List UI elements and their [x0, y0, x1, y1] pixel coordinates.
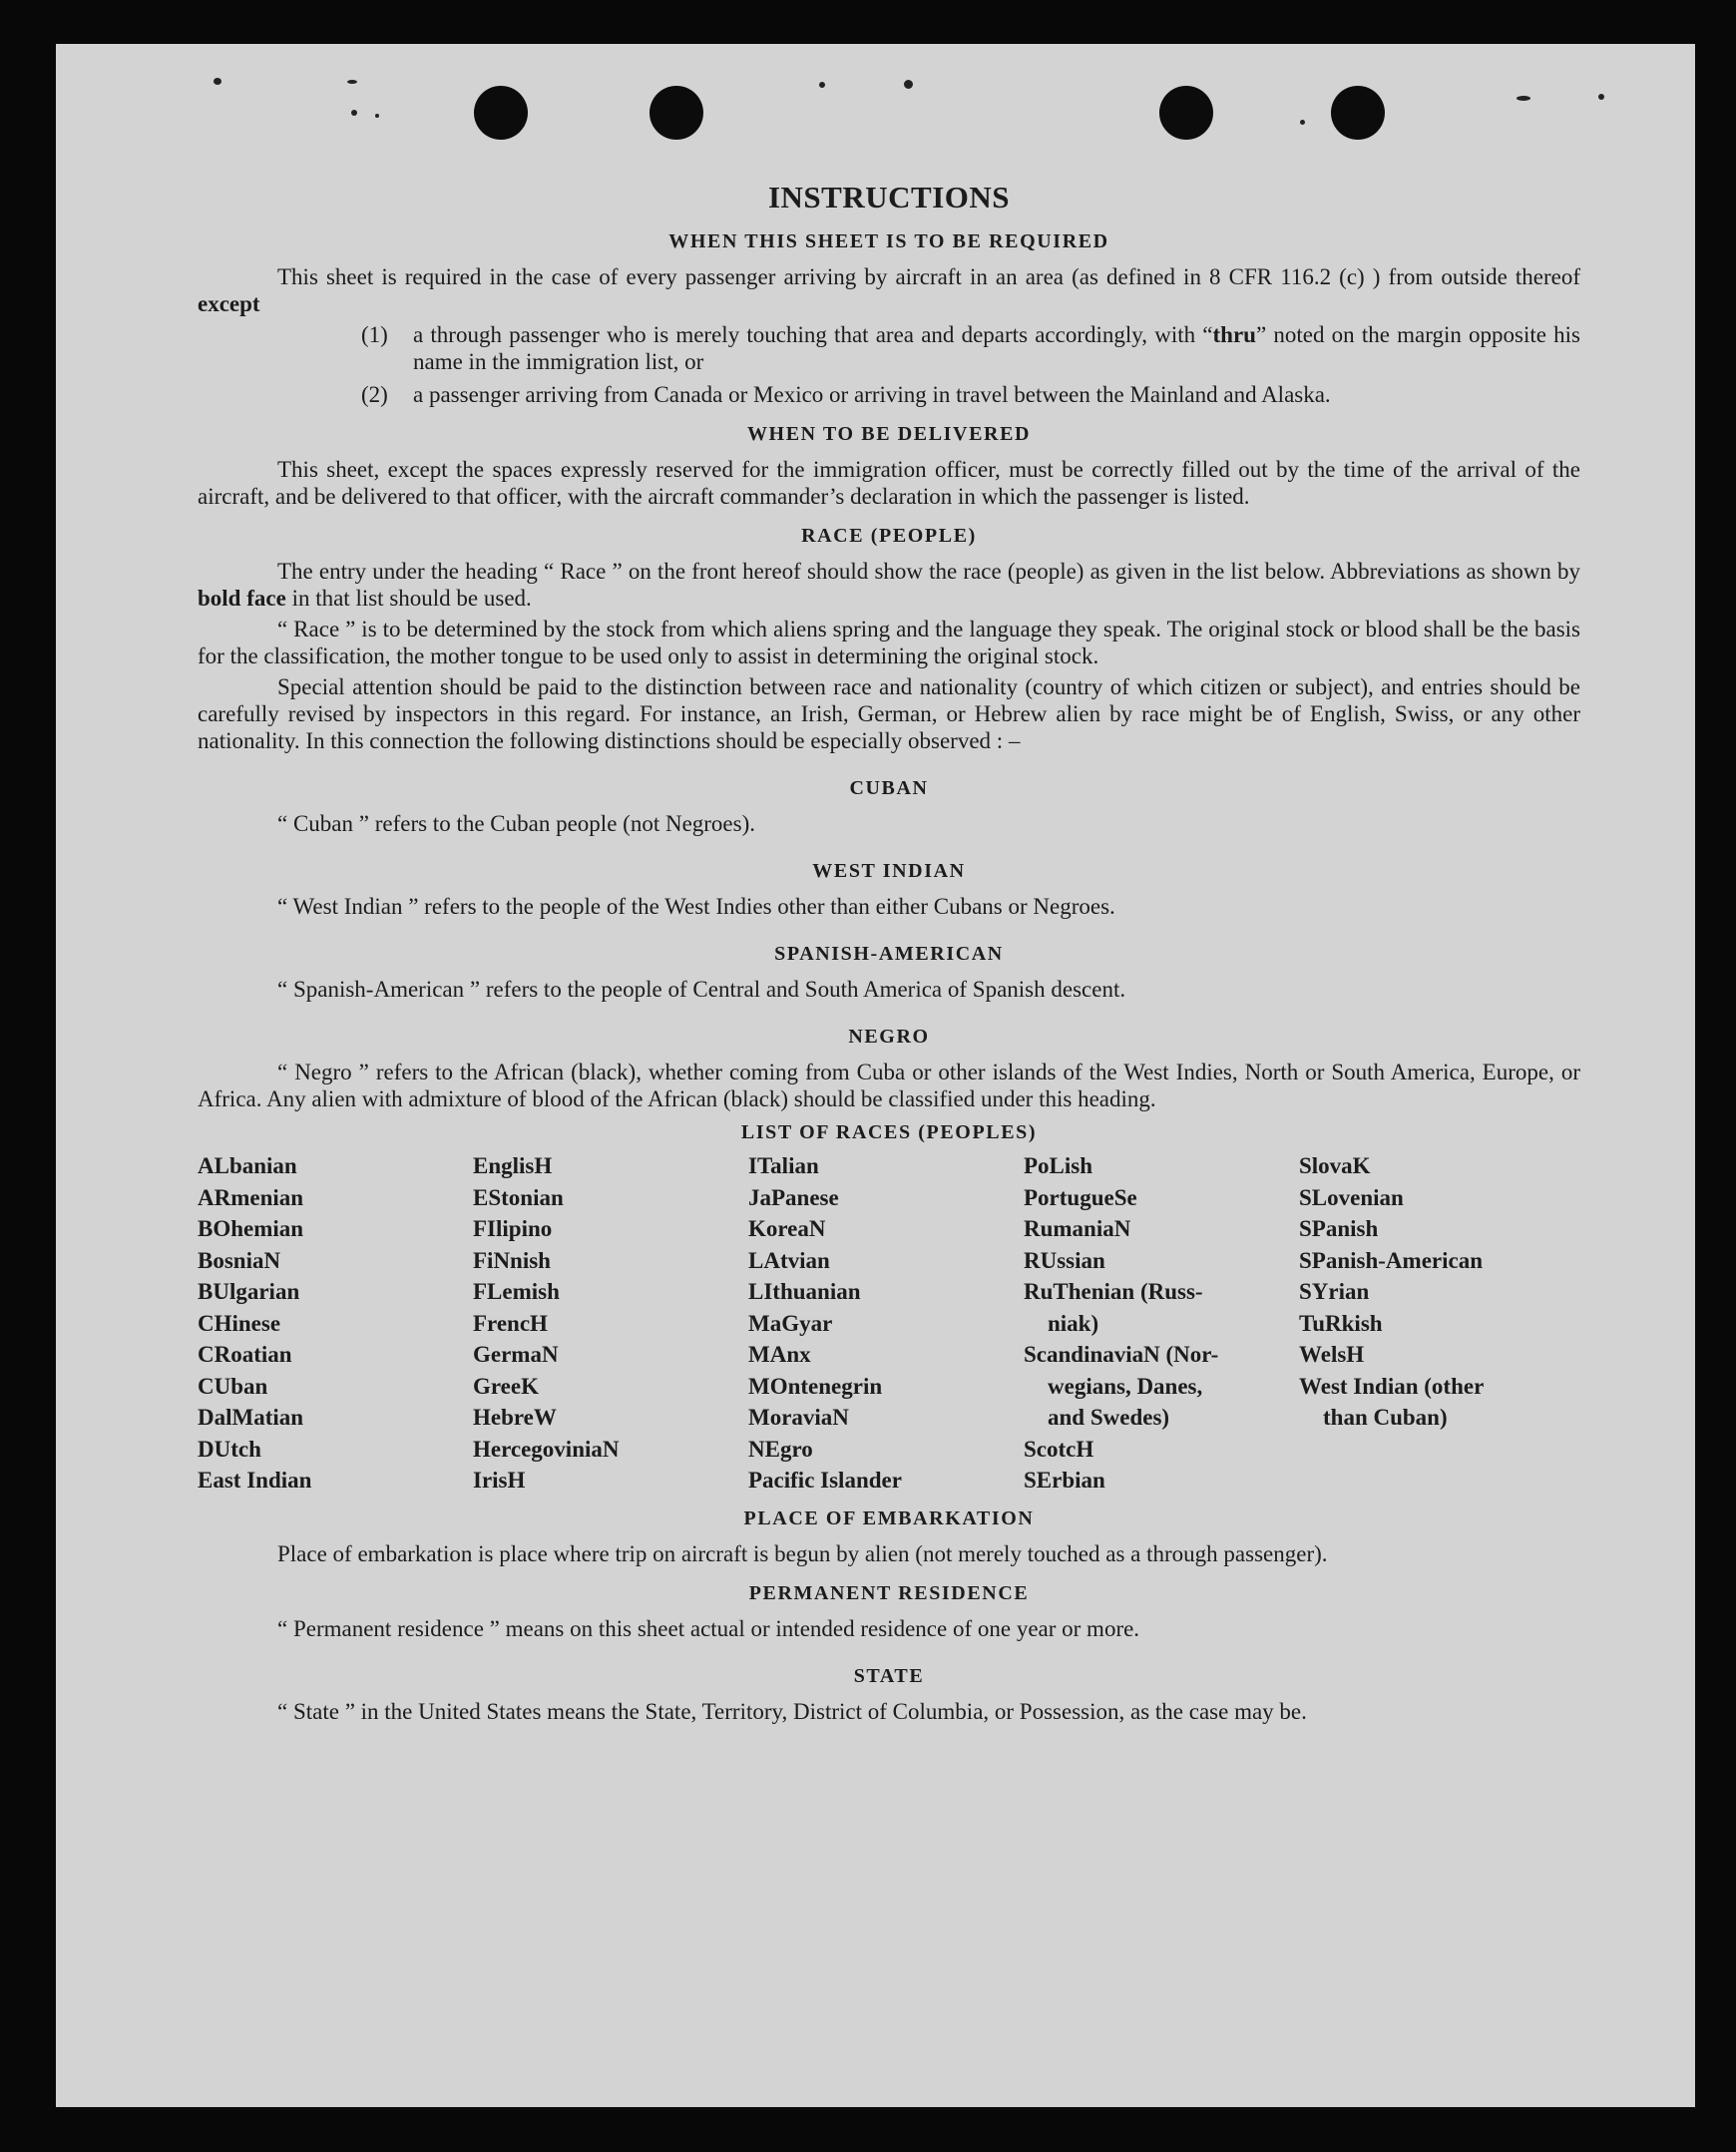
race-entry: BUlgarian: [198, 1279, 300, 1304]
race-entry: MOntenegrin: [748, 1373, 883, 1399]
races-column: [473, 1150, 748, 1497]
section-heading-delivered: WHEN TO BE DELIVERED: [746, 423, 1032, 445]
exception-text-b: ” noted on the margin opposite his name in the immigration list, or: [413, 322, 1580, 374]
race-entry: Pacific Islander: [748, 1468, 902, 1493]
section-heading-required: WHEN THIS SHEET IS TO BE REQUIRED: [668, 230, 1109, 252]
exception-list: [198, 321, 1580, 408]
punch-hole: [474, 86, 528, 140]
race-entry: DUtch: [198, 1436, 261, 1462]
exception-item: [361, 321, 1580, 375]
race-entry: DalMatian: [198, 1405, 304, 1430]
punch-hole: [1331, 86, 1385, 140]
section-heading-spanish-american: SPANISH-AMERICAN: [774, 943, 1004, 965]
races-column: [748, 1150, 1024, 1497]
race-entry: SlovaK: [1299, 1153, 1371, 1178]
race-entry: RuThenian (Russ-: [1024, 1279, 1203, 1304]
race-entry: TuRkish: [1299, 1310, 1383, 1336]
race-paragraph-2: “ Race ” is to be determined by the stock from which aliens spring and the language they speak. The original stock or blood shall be the basis for the classification, the mother tongue to be used only to assist in determining the original stock.: [198, 617, 1580, 668]
races-column: [1299, 1150, 1580, 1497]
race-entry: ALbanian: [198, 1153, 297, 1178]
races-list: [198, 1150, 1580, 1497]
exception-number: (2): [361, 382, 388, 407]
section-heading-races-list: LIST OF RACES (PEOPLES): [740, 1121, 1038, 1143]
spanish-american-text: “ Spanish-American ” refers to the people of Central and South America of Spanish descent.: [277, 977, 1126, 1002]
race-p1-text-b: in that list should be used.: [291, 586, 532, 611]
section-heading-negro: NEGRO: [848, 1026, 930, 1048]
race-entry: WelsH: [1299, 1342, 1365, 1367]
race-p1-bold: bold face: [198, 586, 286, 611]
race-entry: and Swedes): [1048, 1405, 1170, 1430]
race-entry: CHinese: [198, 1310, 281, 1336]
exception-text-bold: thru: [1212, 322, 1256, 347]
race-entry: SPanish: [1299, 1216, 1379, 1241]
exception-item: [361, 381, 1580, 408]
race-entry: BOhemian: [198, 1216, 304, 1241]
race-entry: MoraviaN: [748, 1405, 849, 1430]
exception-number: (1): [361, 322, 388, 347]
race-entry: HercegoviniaN: [473, 1436, 620, 1462]
race-entry: LAtvian: [748, 1247, 830, 1273]
speck: [904, 80, 913, 89]
race-entry: CUban: [198, 1373, 268, 1399]
race-entry: ARmenian: [198, 1184, 304, 1210]
punch-hole: [650, 86, 703, 140]
race-entry: ScotcH: [1024, 1436, 1094, 1462]
required-intro-except: except: [198, 291, 260, 316]
race-entry: CRoatian: [198, 1342, 292, 1367]
race-paragraph-3: Special attention should be paid to the distinction between race and nationality (country of which citizen or subject), and entries should be carefully revised by inspectors in this regard. For instance, an Irish, German, or Hebrew alien by race might be of English, Swiss, or any other nationality. In this connection the following distinctions should be especially observed : –: [198, 674, 1580, 753]
race-entry: PortugueSe: [1024, 1184, 1137, 1210]
speck: [1598, 94, 1604, 100]
speck: [1517, 96, 1530, 101]
required-intro-text: This sheet is required in the case of every passenger arriving by aircraft in an area (as defined in 8 CFR 116.2 (c) ) from outside thereof: [277, 264, 1580, 289]
race-entry: wegians, Danes,: [1048, 1373, 1203, 1399]
residence-text: “ Permanent residence ” means on this sheet actual or intended residence of one year or more.: [277, 1615, 1140, 1641]
race-entry: SPanish-American: [1299, 1247, 1483, 1273]
exception-text-a: a through passenger who is merely touching that area and departs accordingly, with “: [413, 322, 1213, 347]
race-entry: BosniaN: [198, 1247, 281, 1273]
race-entry: West Indian (other: [1299, 1373, 1485, 1399]
race-entry: IrisH: [473, 1468, 526, 1493]
race-entry: SYrian: [1299, 1279, 1370, 1304]
race-entry: than Cuban): [1323, 1405, 1448, 1430]
race-entry: MAnx: [748, 1342, 811, 1367]
speck: [1300, 120, 1305, 125]
race-entry: HebreW: [473, 1405, 557, 1430]
section-heading-race: RACE (PEOPLE): [801, 525, 977, 547]
race-entry: ITalian: [748, 1153, 819, 1178]
section-heading-state: STATE: [853, 1664, 925, 1687]
race-entry: JaPanese: [748, 1184, 839, 1210]
race-entry: RUssian: [1024, 1247, 1105, 1273]
section-heading-west-indian: WEST INDIAN: [812, 860, 966, 882]
delivered-text: This sheet, except the spaces expressly reserved for the immigration officer, must be correctly filled out by the time of the arrival of the aircraft, and be delivered to that officer, with the aircraft commander’s declaration in which the passenger is listed.: [198, 457, 1580, 509]
race-entry: EnglisH: [473, 1153, 553, 1178]
race-entry: FrencH: [473, 1310, 548, 1336]
speck: [375, 114, 379, 118]
race-entry: KoreaN: [748, 1216, 826, 1241]
race-entry: EStonian: [473, 1184, 564, 1210]
negro-text: “ Negro ” refers to the African (black), whether coming from Cuba or other islands of the West Indies, North or South America, Europe, or Africa. Any alien with admixture of blood of the African (black) should be classified under this heading.: [198, 1060, 1580, 1111]
instructions-content: [198, 174, 1580, 1732]
race-entry: GermaN: [473, 1342, 559, 1367]
cuban-text: “ Cuban ” refers to the Cuban people (not Negroes).: [277, 811, 756, 836]
race-entry: LIthuanian: [748, 1279, 861, 1304]
section-heading-embarkation: PLACE OF EMBARKATION: [743, 1506, 1035, 1529]
race-entry: RumaniaN: [1024, 1216, 1131, 1241]
state-text: “ State ” in the United States means the State, Territory, District of Columbia, or Possession, as the case may be.: [277, 1698, 1307, 1724]
exception-text-a: a passenger arriving from Canada or Mexico or arriving in travel between the Mainland and Alaska.: [413, 382, 1331, 407]
race-entry: SErbian: [1024, 1468, 1105, 1493]
races-column: [1024, 1150, 1299, 1497]
race-entry: PoLish: [1024, 1153, 1093, 1178]
exception-text: [413, 381, 1580, 408]
section-heading-residence: PERMANENT RESIDENCE: [748, 1581, 1030, 1604]
race-entry: niak): [1048, 1310, 1099, 1336]
west-indian-text: “ West Indian ” refers to the people of the West Indies other than either Cubans or Negroes.: [277, 894, 1115, 919]
race-entry: NEgro: [748, 1436, 813, 1462]
speck: [347, 80, 357, 84]
race-entry: GreeK: [473, 1373, 539, 1399]
race-entry: FLemish: [473, 1279, 560, 1304]
page-title: INSTRUCTIONS: [767, 180, 1010, 215]
speck: [819, 82, 825, 88]
exception-text: [413, 321, 1580, 375]
race-entry: East Indian: [198, 1468, 312, 1493]
race-entry: FIlipino: [473, 1216, 553, 1241]
race-entry: MaGyar: [748, 1310, 833, 1336]
race-paragraph-1: [198, 558, 1580, 612]
embarkation-text: Place of embarkation is place where trip on aircraft is begun by alien (not merely touched as a through passenger).: [277, 1540, 1328, 1566]
required-intro: [198, 263, 1580, 317]
race-p1-text-a: The entry under the heading “ Race ” on the front hereof should show the race (people) as given in the list below. Abbreviations as shown by: [277, 559, 1580, 584]
speck: [214, 78, 221, 85]
race-entry: SLovenian: [1299, 1184, 1404, 1210]
document-sheet: [56, 44, 1695, 2107]
speck: [351, 110, 357, 116]
races-column: [198, 1150, 473, 1497]
punch-hole: [1159, 86, 1213, 140]
section-heading-cuban: CUBAN: [849, 777, 929, 799]
race-entry: FiNnish: [473, 1247, 551, 1273]
race-entry: ScandinaviaN (Nor-: [1024, 1342, 1219, 1367]
